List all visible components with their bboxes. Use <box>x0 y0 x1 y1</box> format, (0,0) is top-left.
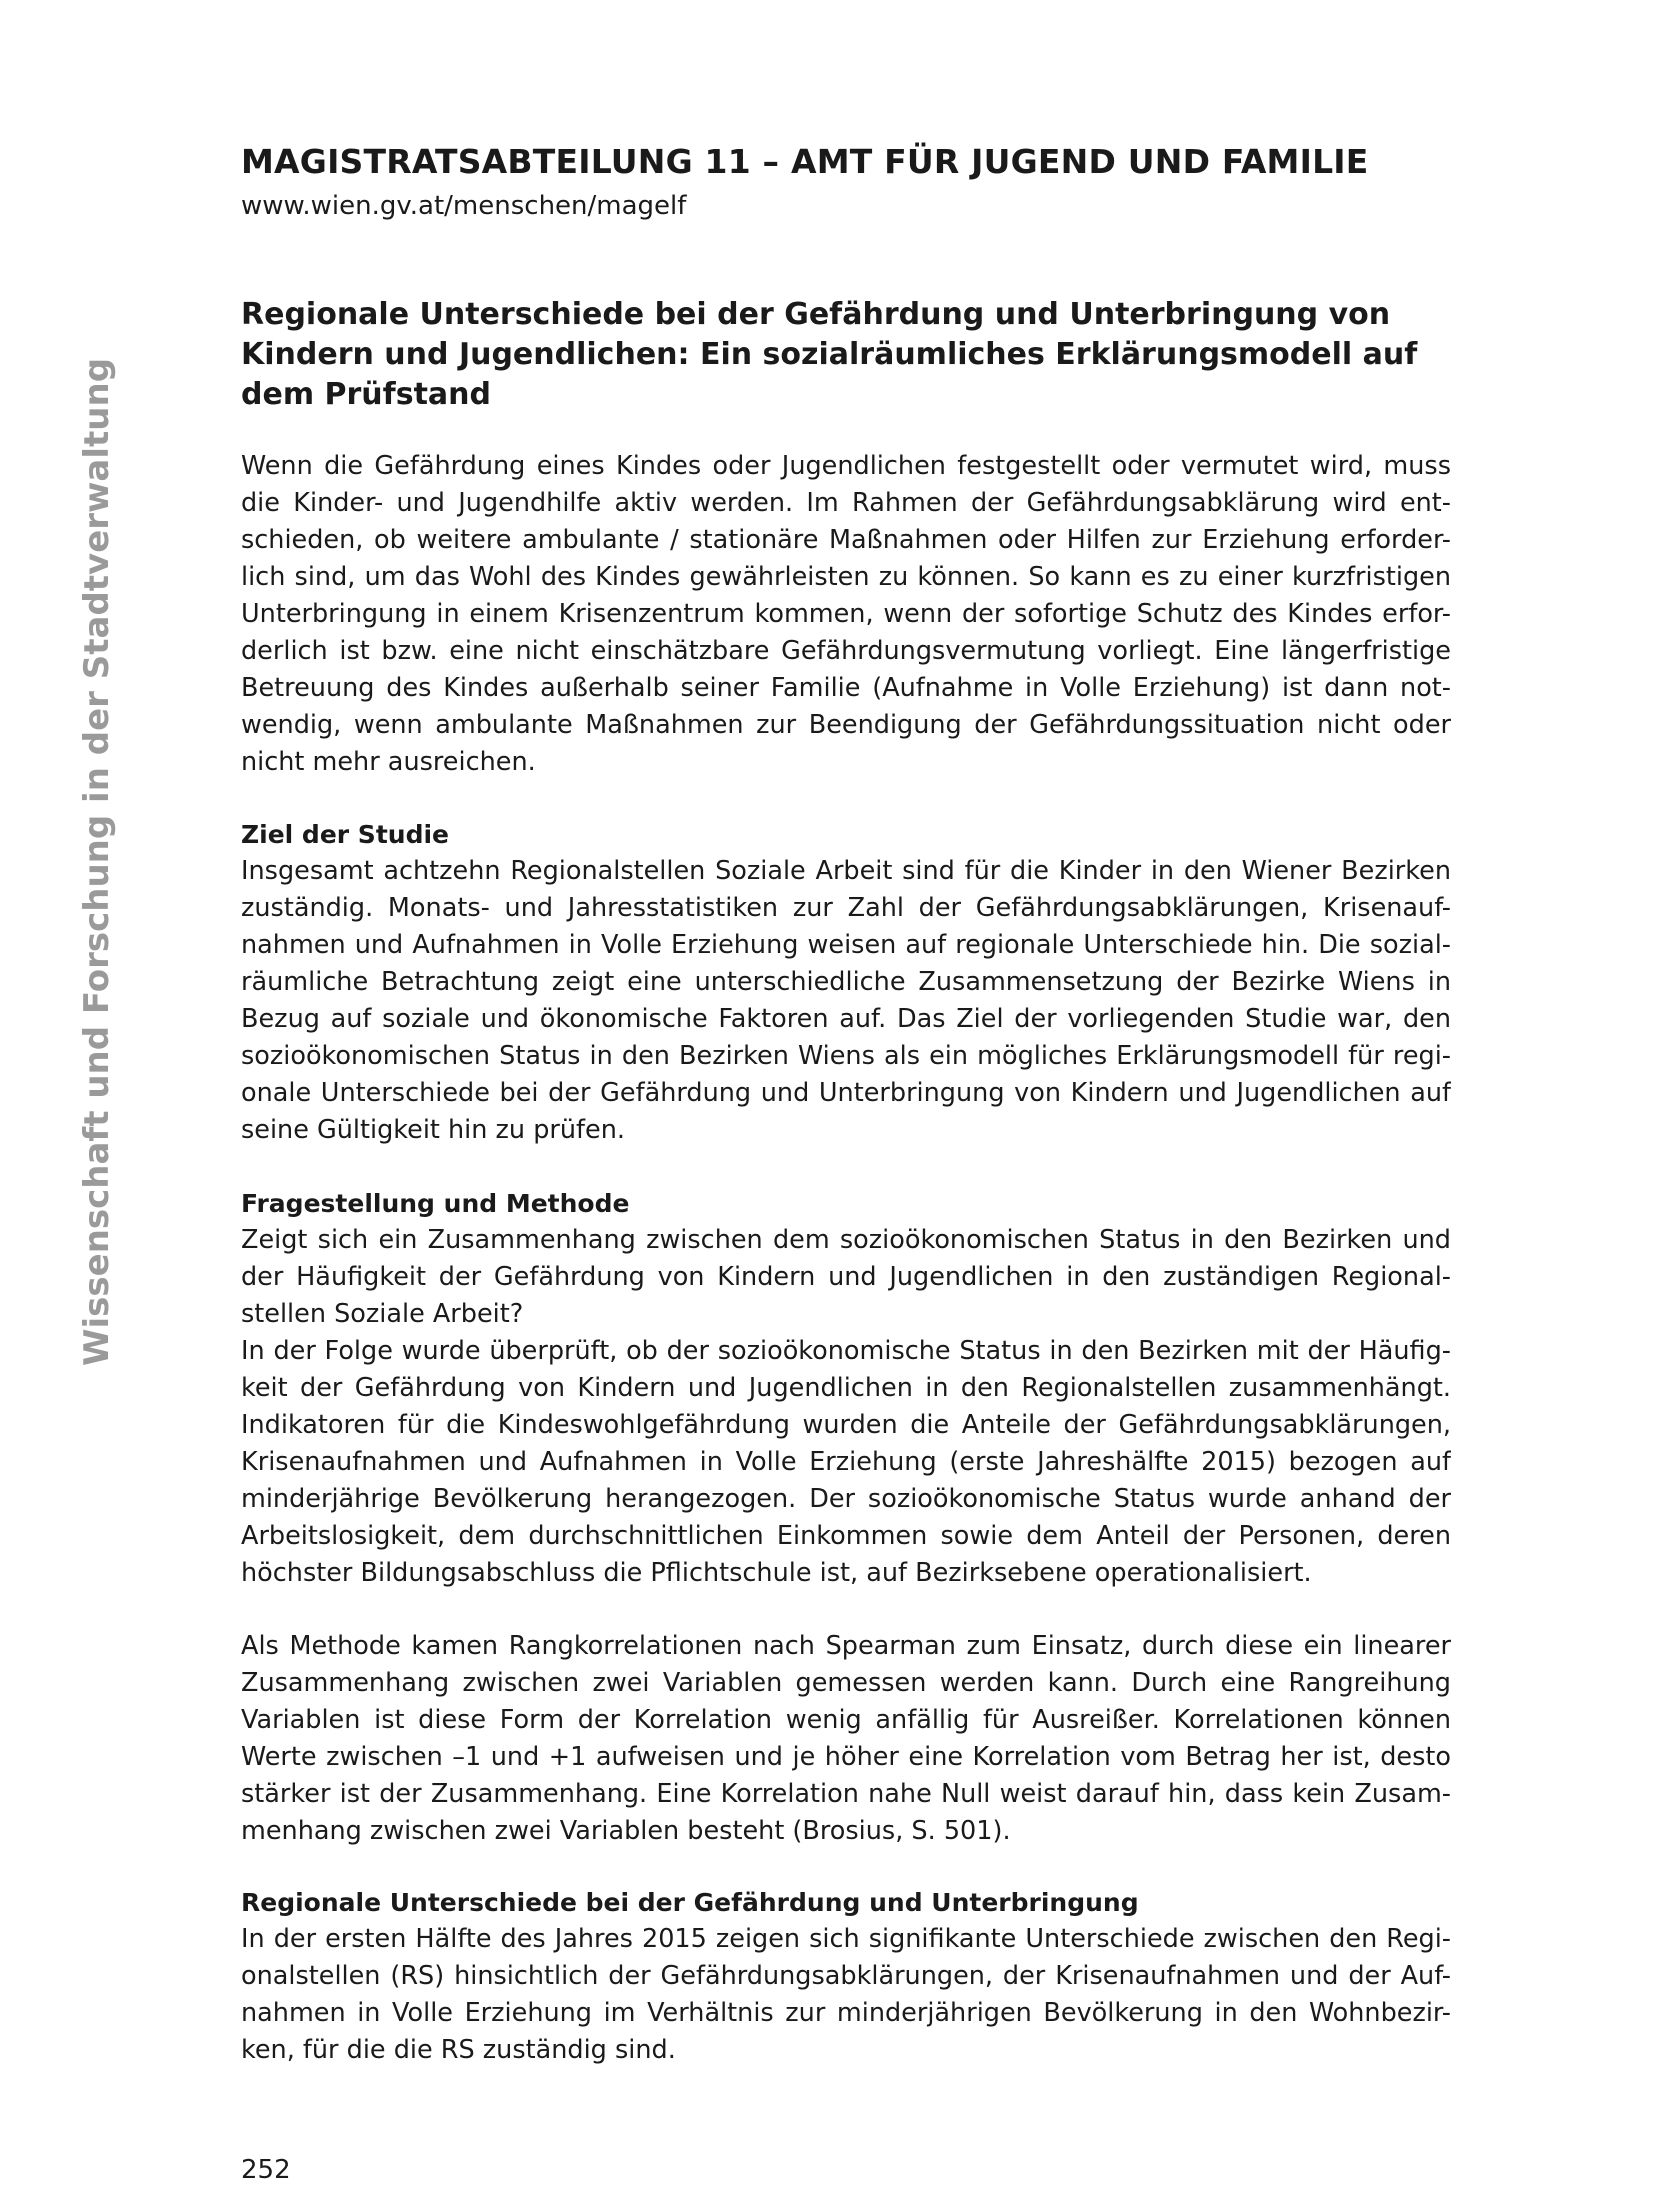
text-line: die Kinder- und Jugendhilfe aktiv werden. Im Rahmen der Gefährdungsabklärung wird ent- <box>241 488 1451 518</box>
text-line: onalstellen (RS) hinsichtlich der Gefährdungsabklärungen, der Krisenaufnahmen und der Auf- <box>241 1961 1451 1991</box>
text-line: seine Gültigkeit hin zu prüfen. <box>241 1115 625 1145</box>
side-label: Wissenschaft und Forschung in der Stadtverwaltung <box>77 357 117 1366</box>
department-title: MAGISTRATSABTEILUNG 11 – AMT FÜR JUGEND UND FAMILIE <box>241 142 1369 181</box>
text-line: nahmen in Volle Erziehung im Verhältnis zur minderjährigen Bevölkerung in den Wohnbezir- <box>241 1998 1451 2028</box>
intro-paragraph <box>241 448 1451 781</box>
section-heading: Ziel der Studie <box>241 820 449 849</box>
section-heading: Fragestellung und Methode <box>241 1189 630 1218</box>
article-title-line: Kindern und Jugendlichen: Ein sozialräumliches Erklärungsmodell auf <box>241 337 1418 372</box>
text-line: Unterbringung in einem Krisenzentrum kommen, wenn der sofortige Schutz des Kindes erfor- <box>241 599 1451 629</box>
article-title <box>241 295 1418 415</box>
text-line: Zusammenhang zwischen zwei Variablen gemessen werden kann. Durch eine Rangreihung <box>241 1668 1451 1698</box>
text-line: der Häufigkeit der Gefährdung von Kindern und Jugendlichen in den zuständigen Regional- <box>241 1262 1451 1292</box>
text-line: minderjährige Bevölkerung herangezogen. Der sozioökonomische Status wurde anhand der <box>241 1484 1451 1514</box>
text-line: sozioökonomischen Status in den Bezirken Wiens als ein mögliches Erklärungsmodell für regi- <box>241 1041 1451 1071</box>
section-heading: Regionale Unterschiede bei der Gefährdung und Unterbringung <box>241 1888 1139 1917</box>
text-line: Als Methode kamen Rangkorrelationen nach Spearman zum Einsatz, durch diese ein linearer <box>241 1631 1451 1661</box>
page-number: 252 <box>241 2155 291 2185</box>
text-line: höchster Bildungsabschluss die Pflichtschule ist, auf Bezirksebene operationalisiert. <box>241 1558 1312 1588</box>
text-line: zuständig. Monats- und Jahresstatistiken zur Zahl der Gefährdungsabklärungen, Krisenauf- <box>241 893 1451 923</box>
text-line: räumliche Betrachtung zeigt eine unterschiedliche Zusammensetzung der Bezirke Wiens in <box>241 967 1451 997</box>
text-line: derlich ist bzw. eine nicht einschätzbare Gefährdungsvermutung vorliegt. Eine längerfristige <box>241 636 1451 666</box>
text-line: nahmen und Aufnahmen in Volle Erziehung weisen auf regionale Unterschiede hin. Die sozial- <box>241 930 1451 960</box>
text-line: nicht mehr ausreichen. <box>241 747 536 777</box>
text-line: Werte zwischen –1 und +1 aufweisen und je höher eine Korrelation vom Betrag her ist, desto <box>241 1742 1451 1772</box>
text-line: Betreuung des Kindes außerhalb seiner Familie (Aufnahme in Volle Erziehung) ist dann not- <box>241 673 1451 703</box>
text-line: onale Unterschiede bei der Gefährdung und Unterbringung von Kindern und Jugendlichen auf <box>241 1078 1451 1108</box>
text-line: keit der Gefährdung von Kindern und Jugendlichen in den Regionalstellen zusammenhängt. <box>241 1373 1451 1403</box>
text-line: stärker ist der Zusammenhang. Eine Korrelation nahe Null weist darauf hin, dass kein Zusam- <box>241 1779 1451 1809</box>
text-line: In der ersten Hälfte des Jahres 2015 zeigen sich signifikante Unterschiede zwischen den Regi- <box>241 1924 1451 1954</box>
text-line: Insgesamt achtzehn Regionalstellen Soziale Arbeit sind für die Kinder in den Wiener Bezirken <box>241 856 1451 886</box>
section-study-goal <box>241 816 1451 1149</box>
text-line: Bezug auf soziale und ökonomische Faktoren auf. Das Ziel der vorliegenden Studie war, den <box>241 1004 1451 1034</box>
text-line: stellen Soziale Arbeit? <box>241 1299 524 1329</box>
section-regional-differences <box>241 1884 1451 2069</box>
section-question-method <box>241 1185 1451 1592</box>
text-line: wendig, wenn ambulante Maßnahmen zur Beendigung der Gefährdungssituation nicht oder <box>241 710 1451 740</box>
text-line: Wenn die Gefährdung eines Kindes oder Jugendlichen festgestellt oder vermutet wird, muss <box>241 451 1451 481</box>
text-line: In der Folge wurde überprüft, ob der sozioökonomische Status in den Bezirken mit der Häufig- <box>241 1336 1451 1366</box>
text-line: Variablen ist diese Form der Korrelation wenig anfällig für Ausreißer. Korrelationen können <box>241 1705 1451 1735</box>
text-line: Zeigt sich ein Zusammenhang zwischen dem sozioökonomischen Status in den Bezirken und <box>241 1225 1451 1255</box>
text-line: ken, für die die RS zuständig sind. <box>241 2035 676 2065</box>
text-line: Indikatoren für die Kindeswohlgefährdung wurden die Anteile der Gefährdungsabklärungen, <box>241 1410 1451 1440</box>
text-line: schieden, ob weitere ambulante / stationäre Maßnahmen oder Hilfen zur Erziehung erforder- <box>241 525 1451 555</box>
article-title-line: dem Prüfstand <box>241 377 491 412</box>
text-line: menhang zwischen zwei Variablen besteht (Brosius, S. 501). <box>241 1816 1011 1846</box>
text-line: Arbeitslosigkeit, dem durchschnittlichen Einkommen sowie dem Anteil der Personen, deren <box>241 1521 1451 1551</box>
method-paragraph <box>241 1628 1451 1850</box>
article-title-line: Regionale Unterschiede bei der Gefährdung und Unterbringung von <box>241 297 1391 332</box>
department-url: www.wien.gv.at/menschen/magelf <box>241 191 687 221</box>
text-line: lich sind, um das Wohl des Kindes gewährleisten zu können. So kann es zu einer kurzfristigen <box>241 562 1451 592</box>
text-line: Krisenaufnahmen und Aufnahmen in Volle Erziehung (erste Jahreshälfte 2015) bezogen auf <box>241 1447 1451 1477</box>
